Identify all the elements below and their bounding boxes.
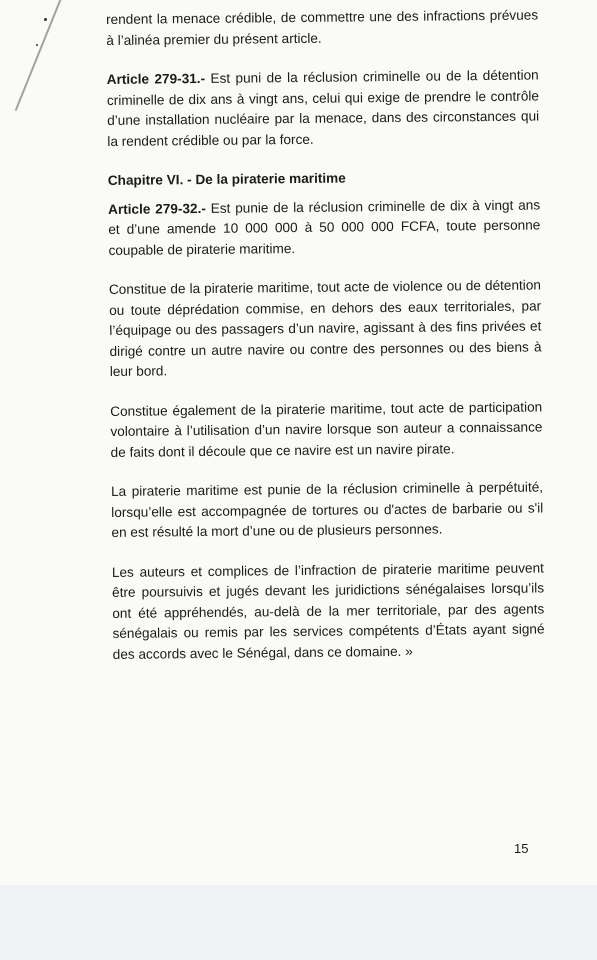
paper-speck bbox=[44, 18, 47, 21]
chapter-title: Chapitre VI. - De la piraterie maritime bbox=[107, 170, 346, 188]
article-label: Article 279-32.- bbox=[108, 200, 206, 217]
paragraph-penalty: La piraterie maritime est punie de la réclusion criminelle à perpétuité, lorsqu’elle est accompagnée de tortures ou d'actes de barbarie ou s'il en est résulté la mort d’une ou de plusieurs personnes. bbox=[110, 479, 544, 540]
article-label: Article 279-31.- bbox=[106, 70, 206, 87]
page-fold-shadow bbox=[0, 0, 61, 111]
paper-speck bbox=[36, 44, 38, 46]
paragraph-participation: Constitue également de la piraterie maritime, tout acte de participation volontaire à l’utilisation d’un navire lorsque son auteur a connaissance de faits dont il découle que ce navire est un navire pirate. bbox=[110, 398, 543, 460]
article-279-31 bbox=[107, 65, 540, 152]
paragraph-definition: Constitue de la piraterie maritime, tout acte de violence ou de détention ou toute déprédation commise, en dehors des eaux territoriales, par l’équipage ou des passagers d’un navire, agissant à des fins privées et dirigé contre un autre navire ou contre des personnes ou des biens à leur bord. bbox=[108, 277, 542, 379]
page-number: 15 bbox=[514, 841, 529, 856]
paragraph-jurisdiction: Les auteurs et complices de l’infraction de piraterie maritime peuvent être poursuivis et jugés devant les juridictions sénégalaises lorsqu’ils ont été appréhendés, au-delà de la mer territoriale, par des agents sénégalais ou remis par les services compétents d’États ayant signé des accords avec le Sénégal, dans ce domaine. » bbox=[111, 559, 545, 662]
document-body bbox=[106, 5, 545, 683]
article-text: Est puni de la réclusion criminelle ou de la détention criminelle de dix ans à vingt ans, celui qui exige de prendre le contrôle d’une installation nucléaire par la menace, dans des circonstances qui la rendent crédible ou par la force. bbox=[106, 67, 540, 149]
continuation-paragraph: rendent la menace crédible, de commettre une des infractions prévues à l’alinéa premier du présent article. bbox=[106, 7, 539, 48]
article-text: Est punie de la réclusion criminelle de dix à vingt ans et d’une amende 10 000 000 à 50 000 000 FCFA, toute personne coupable de piraterie maritime. bbox=[108, 196, 541, 258]
article-279-32 bbox=[108, 195, 541, 261]
